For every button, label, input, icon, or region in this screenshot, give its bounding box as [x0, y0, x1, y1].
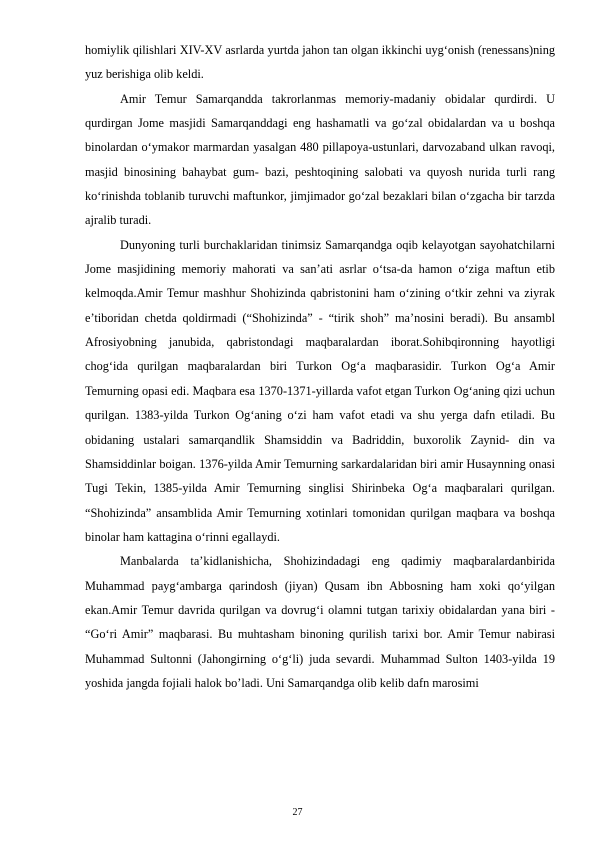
body-text [85, 38, 555, 695]
paragraph-continuation: homiylik qilishlari XIV-XV asrlarda yurtda jahon tan olgan ikkinchi uyg‘onish (renessans)ning yuz berishiga olib keldi. [85, 43, 555, 82]
paragraph-shohizinda: Dunyoning turli burchaklaridan tinimsiz Samarqandga oqib kelayotgan sayohatchilarni Jome masjidining memoriy mahorati va san’ati asrlar o‘tsa-da hamon o‘ziga maftun etib kelmoqda.Amir Temur mashhur Shohizinda qabristonini ham o‘zining o‘tkir zehni va ziyrak e’tiboridan chetda qoldirmadi (“Shohizinda” - “tirik shoh” ma’nosini beradi). Bu ansambl Afrosiyobning janubida, qabristondagi maqbaralardan iborat.Sohibqironning hayotligi chog‘ida qurilgan maqbaralardan biri Turkon Og‘a maqbarasidir. Turkon Og‘a Amir Temurning opasi edi. Maqbara esa 1370-1371-yillarda vafot etgan Turkon Og‘aning qizi uchun qurilgan. 1383-yilda Turkon Og‘aning o‘zi ham vafot etadi va shu yerga dafn etiladi. Bu obidaning ustalari samarqandlik Shamsiddin va Badriddin, buxorolik Zaynid- din va Shamsiddinlar boigan. 1376-yilda Amir Temurning sarkardalaridan biri amir Husaynning onasi Tugi Tekin, 1385-yilda Amir Temurning singlisi Shirinbeka Og‘a maqbaralari qurilgan. “Shohizinda” ansamblida Amir Temurning xotinlari tomonidan qurilgan maqbara va boshqa binolar ham kattagina o‘rinni egallaydi. [85, 237, 555, 544]
paragraph-gur-amir: Manbalarda ta’kidlanishicha, Shohizindadagi eng qadimiy maqbaralardanbirida Muhammad payg‘ambarga qarindosh (jiyan) Qusam ibn Abbosning ham xoki qo‘yilgan ekan.Amir Temur davrida qurilgan va dovrug‘i olamni tutgan tarixiy obidalardan yana biri - “Go‘ri Amir” maqbarasi. Bu muhtasham binoning qurilish tarixi bor. Amir Temur nabirasi Muhammad Sultonni (Jahongirning o‘g‘li) juda sevardi. Muhammad Sulton 1403-yilda 19 yoshida jangda fojiali halok bo’ladi. Uni Samarqandga olib kelib dafn marosimi [85, 554, 555, 690]
page-number: 27 [292, 807, 303, 818]
paragraph-amir-temur-buildings: Amir Temur Samarqandda takrorlanmas memoriy-madaniy obidalar qurdirdi. U qurdirgan Jome masjidi Samarqanddagi eng hashamatli va go‘zal obidalardan va u boshqa binolardan o‘ymakor marmardan yasalgan 480 pillapoya-ustunlari, darvozaband ulkan ravoqi, masjid binosining bahaybat gum- bazi, peshtoqining salobati va quyosh nurida turli rang ko‘rinishda toblanib turuvchi maftunkor, jimjimador go‘zal bezaklari bilan o‘zgacha bir tarzda ajralib turadi. [85, 91, 555, 228]
